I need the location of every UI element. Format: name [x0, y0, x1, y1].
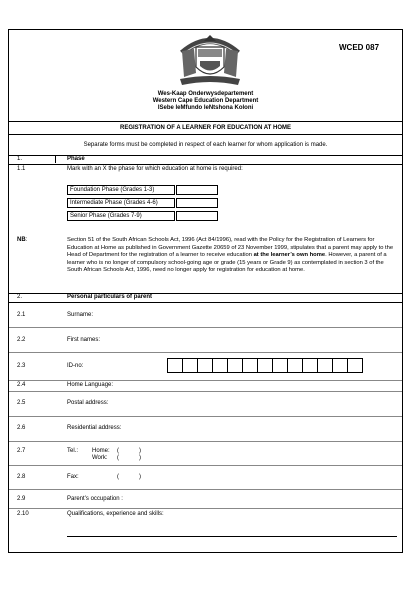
occupation-field[interactable] — [149, 492, 397, 506]
field-number: 2.1 — [17, 312, 26, 318]
form-frame — [8, 29, 403, 553]
column-separator — [55, 155, 56, 163]
first-names-field[interactable] — [129, 330, 397, 348]
residential-address-label: Residential address: — [67, 425, 122, 431]
id-digit-cell[interactable] — [213, 359, 228, 372]
qualifications-field[interactable] — [67, 520, 397, 537]
form-code: WCED 087 — [339, 43, 380, 52]
phase-checkbox-intermediate[interactable] — [176, 198, 218, 208]
id-digit-cell[interactable] — [348, 359, 363, 372]
phase-label-box — [67, 198, 175, 208]
id-digit-cell[interactable] — [288, 359, 303, 372]
divider — [9, 416, 402, 417]
divider — [9, 134, 402, 135]
section2-heading: Personal particulars of parent — [67, 294, 153, 300]
tel-home-area-code[interactable]: ( ) — [117, 448, 141, 454]
phase-label-box — [67, 185, 175, 195]
phase-label-box — [67, 211, 175, 221]
note-label-colon: : — [25, 237, 28, 243]
field-number: 2.8 — [17, 474, 26, 480]
tel-work-area-code[interactable]: ( ) — [117, 455, 141, 461]
id-digit-cell[interactable] — [198, 359, 213, 372]
first-names-label: First names: — [67, 337, 101, 343]
field-number: 2.2 — [17, 337, 26, 343]
tel-home-label: Home: — [92, 448, 110, 454]
id-digit-cell[interactable] — [228, 359, 243, 372]
phase-label-foundation: Foundation Phase (Grades 1-3) — [70, 187, 155, 193]
id-digit-cell[interactable] — [243, 359, 258, 372]
id-digit-cell[interactable] — [273, 359, 288, 372]
postal-address-field[interactable] — [129, 394, 397, 414]
id-number-label: ID-no: — [67, 363, 84, 369]
header-line-english: Western Cape Education Department — [152, 98, 259, 104]
surname-field[interactable] — [129, 306, 397, 324]
divider — [9, 302, 402, 303]
field-number: 2.3 — [17, 363, 26, 369]
field-number: 2.5 — [17, 400, 26, 406]
tel-label: Tel.: — [67, 448, 79, 454]
fax-label: Fax: — [67, 474, 79, 480]
residential-address-field[interactable] — [139, 419, 397, 439]
section1-number: 1. — [17, 156, 23, 162]
form-title: REGISTRATION OF A LEARNER FOR EDUCATION AT HOME — [120, 125, 291, 131]
q1-1-number: 1.1 — [17, 166, 26, 172]
divider — [9, 465, 402, 466]
section2-number: 2. — [17, 294, 23, 300]
note-text-a: Section 51 of the South African Schools Act, 1996 (Act 84/1996), read with the Policy for the Registration of Learners for Education at Home as published in Government Gazette 20659 of 23 November 1999, stipulates that a parent may apply to the Head of Department for the registration of a learner to receive education — [67, 237, 394, 259]
id-number-input-grid[interactable] — [167, 358, 363, 373]
header-line-xhosa: ISebe leMfundo leNtshona Koloni — [157, 105, 254, 111]
field-number: 2.6 — [17, 425, 26, 431]
phase-checkbox-senior[interactable] — [176, 211, 218, 221]
divider — [9, 391, 402, 392]
surname-label: Surname: — [67, 312, 94, 318]
divider — [9, 489, 402, 490]
note-text-b: . However, a parent of a learner who is no longer of compulsory school-going age or grade (15 years or Grade 9) as contemplated in section 3 of the South African Schools Act, 1996, need no longer apply for registration for education at home. — [67, 252, 387, 274]
occupation-label: Parent’s occupation : — [67, 496, 123, 502]
tel-work-label: Work: — [92, 455, 108, 461]
section1-heading: Phase — [67, 156, 85, 162]
postal-address-label: Postal address: — [67, 400, 109, 406]
home-language-field[interactable] — [129, 381, 397, 390]
id-digit-cell[interactable] — [168, 359, 183, 372]
fax-area-code[interactable]: ( ) — [117, 474, 141, 480]
field-number: 2.9 — [17, 496, 26, 502]
note-label-text: NB — [17, 237, 26, 243]
q1-1-text: Mark with an X the phase for which education at home is required: — [67, 166, 243, 172]
phase-label-intermediate: Intermediate Phase (Grades 4-6) — [70, 200, 158, 206]
qualifications-label: Qualifications, experience and skills: — [67, 511, 164, 517]
divider — [9, 121, 402, 122]
divider — [9, 352, 402, 353]
id-digit-cell[interactable] — [183, 359, 198, 372]
field-number: 2.7 — [17, 448, 26, 454]
note-text — [67, 237, 396, 275]
header-line-afrikaans: Wes-Kaap Onderwysdepartement — [157, 91, 254, 97]
divider — [9, 164, 402, 165]
home-language-label: Home Language: — [67, 382, 114, 388]
divider — [9, 327, 402, 328]
field-number: 2.4 — [17, 382, 26, 388]
wced-crest-logo — [174, 33, 246, 87]
phase-label-senior: Senior Phase (Grades 7-9) — [70, 213, 142, 219]
note-label — [17, 237, 27, 244]
id-digit-cell[interactable] — [303, 359, 318, 372]
id-digit-cell[interactable] — [258, 359, 273, 372]
id-digit-cell[interactable] — [333, 359, 348, 372]
form-subtitle: Separate forms must be completed in respect of each learner for whom application is made. — [83, 142, 328, 148]
phase-checkbox-foundation[interactable] — [176, 185, 218, 195]
divider — [9, 508, 402, 509]
divider — [9, 441, 402, 442]
id-digit-cell[interactable] — [318, 359, 333, 372]
field-number: 2.10 — [17, 511, 29, 517]
note-text-bold: at the learner’s own home — [253, 252, 326, 259]
